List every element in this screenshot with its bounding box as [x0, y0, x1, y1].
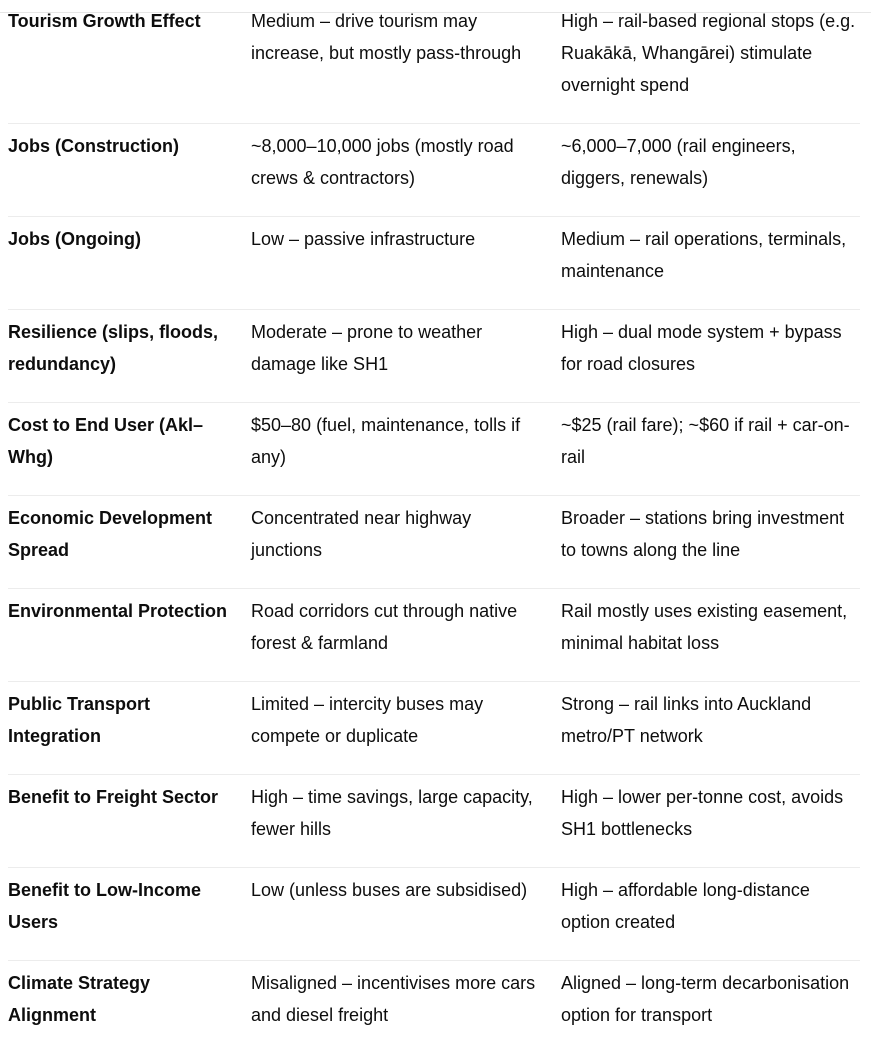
rail-option-cell: Broader – stations bring investment to towns along the line	[561, 508, 845, 560]
criterion-cell: Environmental Protection	[8, 601, 228, 621]
rail-option-cell: ~6,000–7,000 (rail engineers, diggers, renewals)	[561, 136, 796, 188]
road-option-cell: Concentrated near highway junctions	[251, 508, 472, 560]
table-row	[8, 0, 860, 124]
rail-option-cell: Strong – rail links into Auckland metro/PT network	[561, 694, 812, 746]
road-option-cell: Low (unless buses are subsidised)	[251, 880, 528, 900]
road-option-cell: Limited – intercity buses may compete or duplicate	[251, 694, 484, 746]
table-row	[8, 589, 860, 682]
table-row	[8, 310, 860, 403]
table-row	[8, 496, 860, 589]
road-option-cell: Moderate – prone to weather damage like SH1	[251, 322, 483, 374]
rail-option-cell: High – rail-based regional stops (e.g. Ruakākā, Whangārei) stimulate overnight spend	[561, 11, 856, 95]
road-option-cell: Low – passive infrastructure	[251, 229, 476, 249]
criterion-cell: Jobs (Ongoing)	[8, 229, 141, 249]
table-row	[8, 961, 860, 1053]
road-option-cell: $50–80 (fuel, maintenance, tolls if any)	[251, 415, 521, 467]
table-row	[8, 403, 860, 496]
rail-option-cell: High – affordable long-distance option created	[561, 880, 810, 932]
road-option-cell: Medium – drive tourism may increase, but mostly pass-through	[251, 11, 522, 63]
road-option-cell: Road corridors cut through native forest & farmland	[251, 601, 518, 653]
criterion-cell: Climate Strategy Alignment	[8, 973, 151, 1025]
criterion-cell: Resilience (slips, floods, redundancy)	[8, 322, 219, 374]
table-row	[8, 682, 860, 775]
criterion-cell: Economic Development Spread	[8, 508, 213, 560]
rail-option-cell: ~$25 (rail fare); ~$60 if rail + car-on-rail	[561, 415, 850, 467]
comparison-table	[8, 0, 860, 1053]
criterion-cell: Tourism Growth Effect	[8, 11, 201, 31]
criterion-cell: Benefit to Low-Income Users	[8, 880, 201, 932]
table-row	[8, 775, 860, 868]
road-option-cell: ~8,000–10,000 jobs (mostly road crews & contractors)	[251, 136, 514, 188]
rail-option-cell: High – lower per-tonne cost, avoids SH1 bottlenecks	[561, 787, 844, 839]
road-option-cell: Misaligned – incentivises more cars and diesel freight	[251, 973, 536, 1025]
rail-option-cell: Medium – rail operations, terminals, maintenance	[561, 229, 847, 281]
criterion-cell: Jobs (Construction)	[8, 136, 179, 156]
rail-option-cell: High – dual mode system + bypass for road closures	[561, 322, 842, 374]
criterion-cell: Cost to End User (Akl–Whg)	[8, 415, 204, 467]
criterion-cell: Public Transport Integration	[8, 694, 151, 746]
table-row	[8, 124, 860, 217]
table-row	[8, 868, 860, 961]
rail-option-cell: Rail mostly uses existing easement, minimal habitat loss	[561, 601, 848, 653]
road-option-cell: High – time savings, large capacity, fewer hills	[251, 787, 533, 839]
rail-option-cell: Aligned – long-term decarbonisation option for transport	[561, 973, 850, 1025]
table-row	[8, 217, 860, 310]
criterion-cell: Benefit to Freight Sector	[8, 787, 219, 807]
